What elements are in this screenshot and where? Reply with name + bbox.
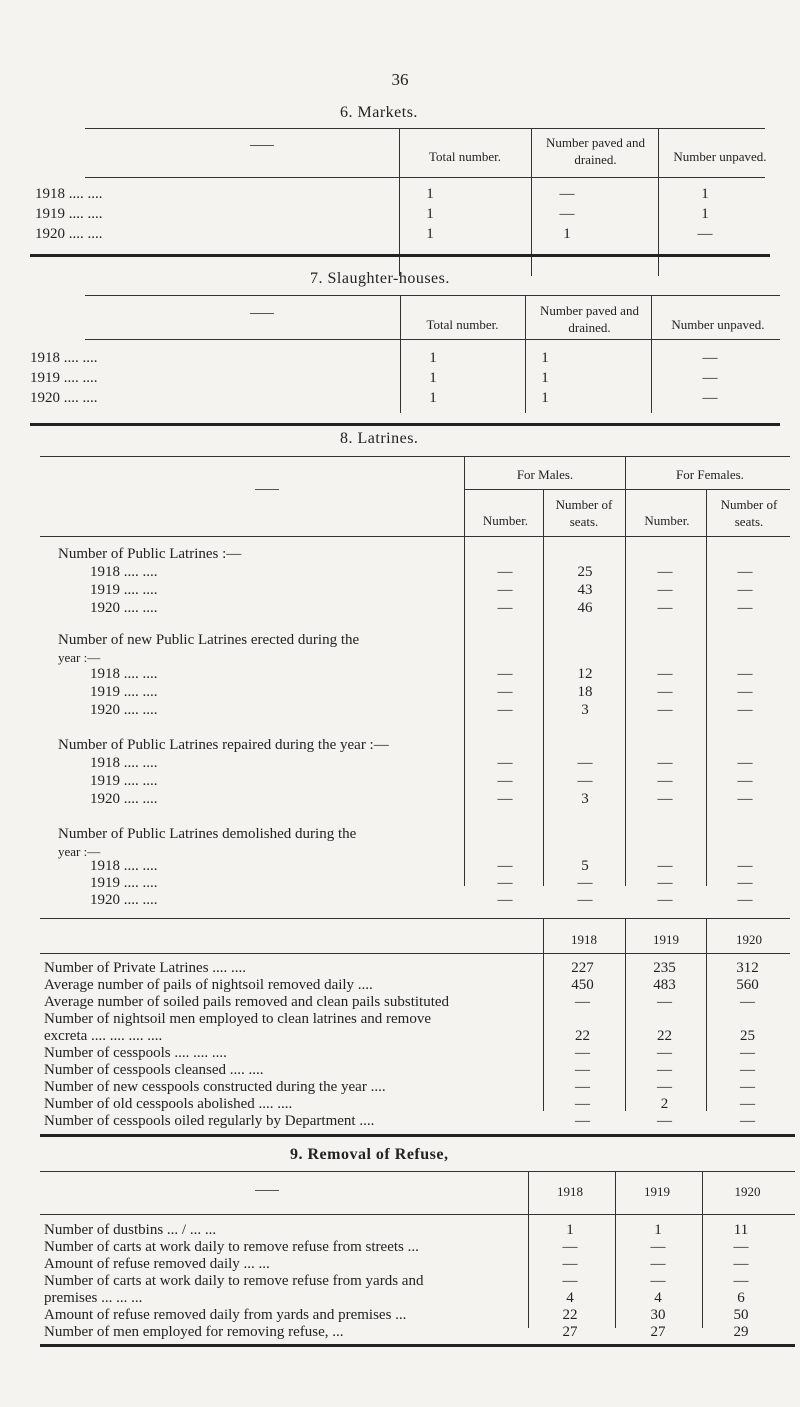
table-row-label: excreta .... .... .... .... (44, 1028, 163, 1044)
refuse-title: 9. Removal of Refuse, (290, 1146, 449, 1163)
table-row-label: Amount of refuse removed daily from yards and premises ... (44, 1307, 407, 1323)
group-females: For Females. (676, 467, 744, 482)
table-row-label: Number of cesspools .... .... .... (44, 1045, 227, 1061)
table-row-label: Amount of refuse removed daily ... ... (44, 1256, 270, 1272)
year-header: 1919 (653, 932, 679, 947)
table-row-label: Number of old cesspools abolished .... .... (44, 1096, 293, 1112)
year-header: 1918 (571, 932, 597, 947)
table-row-label: Average number of pails of nightsoil removed daily .... (44, 977, 373, 993)
table-row-label: Number of men employed for removing refuse, ... (44, 1324, 344, 1340)
latrine-group-heading: Number of Public Latrines demolished during the (58, 826, 357, 842)
table-row-label: 1920 .... .... (35, 226, 103, 242)
group-males: For Males. (516, 467, 574, 482)
col-header-unpaved: Number unpaved. (673, 149, 767, 164)
table-row-label: Number of new cesspools constructed during the year .... (44, 1079, 386, 1095)
table-row-label: Average number of soiled pails removed and clean pails substituted (44, 994, 450, 1010)
table-row-label: Number of Private Latrines .... .... (44, 960, 247, 976)
header-dash (250, 145, 274, 146)
col-header-total: Total number. (428, 149, 502, 164)
header-dash (255, 489, 279, 490)
table-row-label: premises ... ... ... (44, 1290, 143, 1306)
latrines-title: 8. Latrines. (340, 430, 419, 447)
year-header: 1918 (557, 1184, 583, 1199)
latrine-group-heading: Number of Public Latrines repaired during the year :— (58, 737, 389, 753)
table-row-label: 1919 .... .... (35, 206, 103, 222)
latrine-group-heading: Number of new Public Latrines erected during the (58, 632, 360, 648)
table-row-label: Number of dustbins ... / ... ... (44, 1222, 217, 1238)
table-row-label: Number of nightsoil men employed to clean latrines and remove (44, 1011, 431, 1027)
year-header: 1919 (644, 1184, 670, 1199)
page-number: 36 (391, 70, 409, 89)
latrine-group-heading: Number of Public Latrines :— (58, 546, 242, 562)
year-header: 1920 (734, 1184, 761, 1199)
table-row-label: Number of cesspools cleansed .... .... (44, 1062, 264, 1078)
table-row-label: Number of carts at work daily to remove refuse from yards and (44, 1273, 424, 1289)
header-dash (250, 313, 274, 314)
table-row-label: Number of carts at work daily to remove refuse from streets ... (44, 1239, 419, 1255)
header-dash (255, 1190, 279, 1191)
table-row-label: Number of cesspools oiled regularly by Department .... (44, 1113, 375, 1129)
markets-title: 6. Markets. (340, 104, 418, 121)
table-row-label: 1918 .... .... (35, 186, 103, 202)
col-header-paved: Number paved and drained. (546, 135, 645, 167)
slaughter-houses-title: 7. Slaughter-houses. (310, 270, 450, 287)
year-header: 1920 (736, 932, 762, 947)
